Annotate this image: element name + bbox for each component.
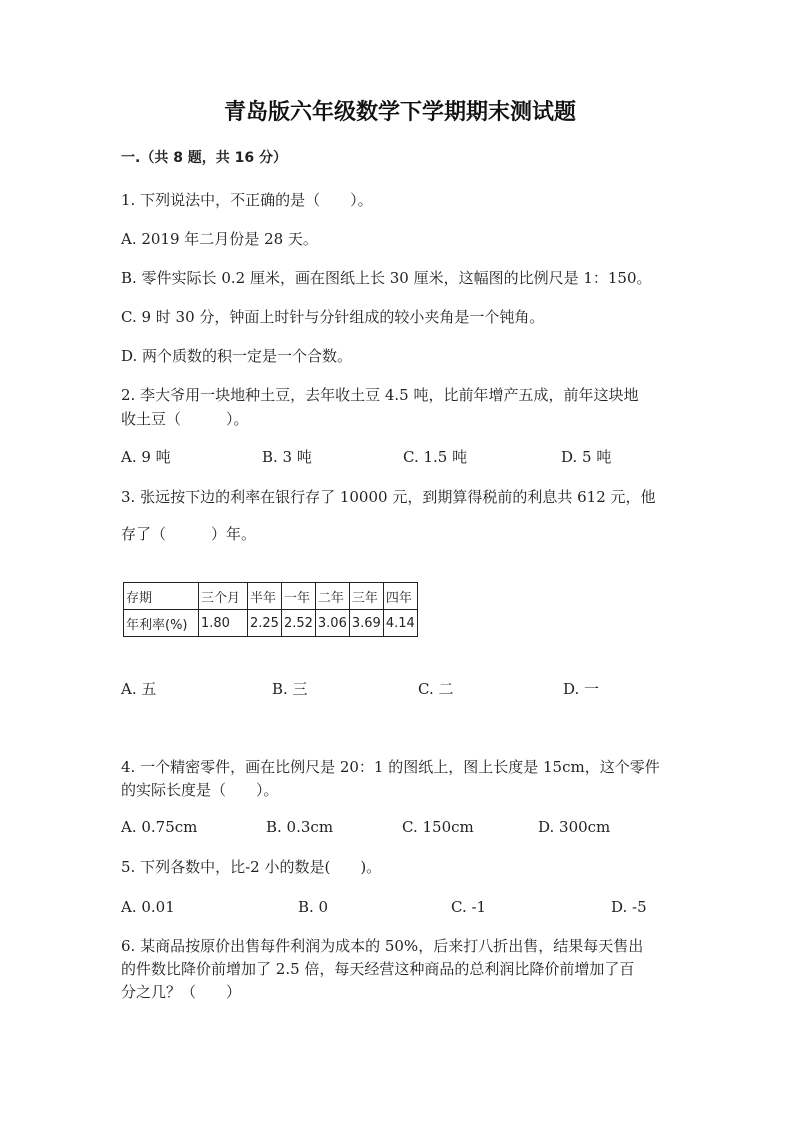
question-2-option-b: B. 3 吨 (262, 448, 312, 466)
interest-rate-table (123, 582, 418, 637)
table-cell: 2.25 (248, 610, 282, 637)
question-4-stem-line-2: 的实际长度是（ ）。 (121, 781, 279, 799)
table-cell: 三年 (349, 583, 383, 610)
question-5-option-b: B. 0 (298, 898, 329, 916)
question-5-option-c: C. -1 (451, 898, 487, 916)
question-3-option-b: B. 三 (272, 680, 308, 698)
page-title: 青岛版六年级数学下学期期末测试题 (223, 100, 576, 125)
question-5-stem: 5. 下列各数中，比-2 小的数是( )。 (121, 858, 382, 876)
question-3-option-a: A. 五 (121, 680, 157, 698)
question-1-option-a: A. 2019 年二月份是 28 天。 (121, 230, 318, 248)
table-cell: 4.14 (383, 610, 417, 637)
question-6-stem-line-1: 6. 某商品按原价出售每件利润为成本的 50%，后来打八折出售，结果每天售出 (121, 937, 644, 955)
table-cell: 半年 (248, 583, 282, 610)
question-6-stem-line-2: 的件数比降价前增加了 2.5 倍，每天经营这种商品的总利润比降价前增加了百 (121, 960, 635, 978)
question-4-option-a: A. 0.75cm (121, 818, 198, 836)
question-4-option-c: C. 150cm (402, 818, 474, 836)
table-cell: 年利率(%) (124, 610, 199, 637)
question-1-option-b: B. 零件实际长 0.2 厘米，画在图纸上长 30 厘米，这幅图的比例尺是 1：150。 (121, 269, 652, 287)
table-cell: 1.80 (199, 610, 248, 637)
question-4-stem-line-1: 4. 一个精密零件，画在比例尺是 20：1 的图纸上，图上长度是 15cm，这个零件 (121, 758, 660, 776)
table-cell: 四年 (383, 583, 417, 610)
section-heading: 一.（共 8 题，共 16 分） (121, 150, 288, 166)
question-2-stem-line-2: 收土豆（ ）。 (121, 410, 249, 428)
question-4-option-d: D. 300cm (538, 818, 611, 836)
table-cell: 2.52 (281, 610, 315, 637)
question-5-option-a: A. 0.01 (121, 898, 175, 916)
question-2-option-c: C. 1.5 吨 (403, 448, 468, 466)
question-3-option-d: D. 一 (563, 680, 600, 698)
table-cell: 3.69 (349, 610, 383, 637)
question-5-option-d: D. -5 (611, 898, 647, 916)
table-cell: 三个月 (199, 583, 248, 610)
table-cell: 3.06 (315, 610, 349, 637)
table-cell: 一年 (281, 583, 315, 610)
question-6-stem-line-3: 分之几？（ ） (121, 983, 242, 1001)
question-1-option-d: D. 两个质数的积一定是一个合数。 (121, 347, 353, 365)
table-cell: 存期 (124, 583, 199, 610)
question-1-stem: 1. 下列说法中，不正确的是（ ）。 (121, 191, 373, 209)
question-4-option-b: B. 0.3cm (266, 818, 334, 836)
question-3-stem-line-2: 存了（ ）年。 (121, 525, 257, 543)
question-2-stem-line-1: 2. 李大爷用一块地种土豆，去年收土豆 4.5 吨，比前年增产五成，前年这块地 (121, 386, 639, 404)
table-cell: 二年 (315, 583, 349, 610)
question-3-option-c: C. 二 (418, 680, 454, 698)
table-row (124, 610, 418, 637)
question-3-stem-line-1: 3. 张远按下边的利率在银行存了 10000 元，到期算得税前的利息共 612 元，他 (121, 488, 656, 506)
table-header-row (124, 583, 418, 610)
question-2-option-a: A. 9 吨 (121, 448, 171, 466)
question-1-option-c: C. 9 时 30 分，钟面上时针与分针组成的较小夹角是一个钝角。 (121, 308, 545, 326)
question-2-option-d: D. 5 吨 (561, 448, 612, 466)
